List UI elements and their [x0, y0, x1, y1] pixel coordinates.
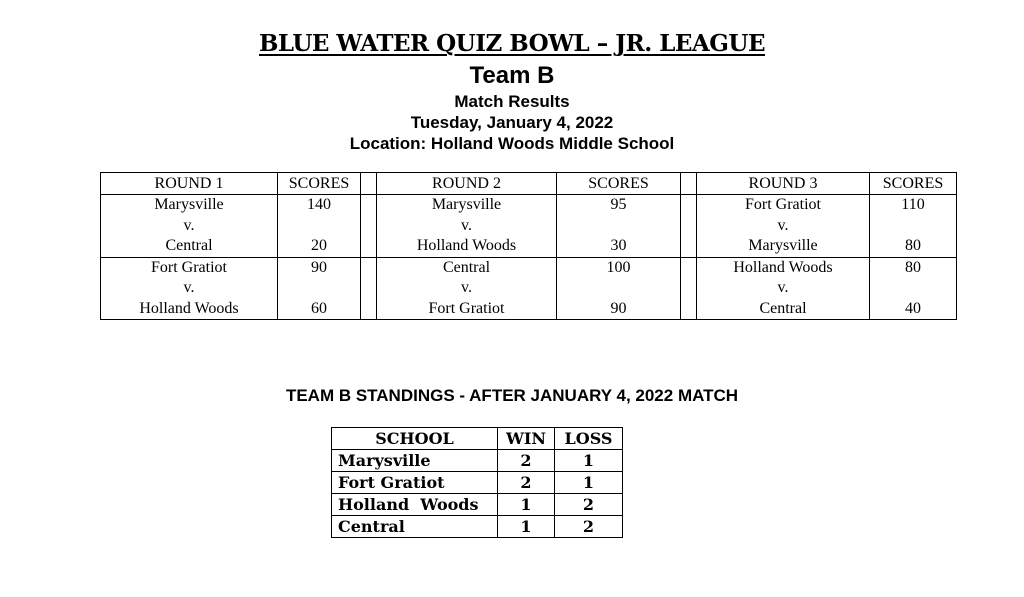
match-teams-cell	[101, 195, 278, 258]
standings-title: TEAM B STANDINGS - AFTER JANUARY 4, 2022 MATCH	[285, 386, 739, 405]
match-scores-cell	[557, 257, 681, 320]
score: 90	[311, 258, 327, 276]
match-scores-cell	[870, 195, 957, 258]
loss-header: LOSS	[555, 428, 623, 450]
team-name: Holland Woods	[733, 258, 833, 276]
results-header-row	[101, 173, 957, 195]
score: 100	[606, 258, 631, 276]
match-teams-cell	[101, 257, 278, 320]
score: 30	[610, 237, 627, 254]
win-count: 2	[498, 450, 555, 472]
standings-table	[331, 427, 623, 538]
versus-label: v.	[461, 279, 472, 296]
match-row	[101, 257, 957, 320]
score: 60	[311, 299, 327, 317]
win-count: 1	[498, 516, 555, 538]
loss-count: 1	[555, 472, 623, 494]
scores-header: SCORES	[557, 173, 681, 195]
team-name: Central	[759, 299, 807, 317]
spacer	[361, 173, 377, 195]
school-name: Holland Woods	[332, 494, 498, 516]
score: 80	[905, 237, 921, 254]
loss-count: 2	[555, 494, 623, 516]
spacer	[681, 195, 697, 258]
round-1-header: ROUND 1	[101, 173, 278, 195]
team-name: Holland Woods	[139, 299, 239, 317]
match-teams-cell	[697, 257, 870, 320]
match-teams-cell	[377, 195, 557, 258]
win-header: WIN	[498, 428, 555, 450]
match-scores-cell	[870, 257, 957, 320]
round-2-header: ROUND 2	[377, 173, 557, 195]
score: 140	[307, 196, 331, 213]
loss-count: 1	[555, 450, 623, 472]
team-name: Holland Woods	[416, 237, 517, 254]
score: 40	[905, 299, 921, 317]
team-name: Central	[442, 258, 491, 276]
team-name: Fort Gratiot	[151, 258, 227, 276]
team-name: Fort Gratiot	[745, 196, 821, 213]
school-name: Marysville	[332, 450, 498, 472]
table-row	[332, 516, 623, 538]
spacer	[361, 195, 377, 258]
match-scores-cell	[278, 195, 361, 258]
versus-label: v.	[777, 279, 789, 296]
team-name: Marysville	[748, 237, 818, 254]
table-row	[332, 494, 623, 516]
versus-label: v.	[461, 216, 472, 234]
subtitle: Match Results	[454, 92, 570, 111]
school-header: SCHOOL	[332, 428, 498, 450]
match-date: Tuesday, January 4, 2022	[410, 113, 614, 132]
match-teams-cell	[697, 195, 870, 258]
league-title: BLUE WATER QUIZ BOWL – JR. LEAGUE	[258, 30, 766, 57]
versus-label: v.	[777, 216, 789, 234]
team-name: Fort Gratiot	[428, 299, 505, 317]
team-name: Team B	[469, 62, 555, 89]
table-row	[332, 472, 623, 494]
score: 80	[905, 258, 921, 276]
versus-label: v.	[183, 279, 195, 296]
school-name: Central	[332, 516, 498, 538]
team-name: Central	[165, 237, 213, 254]
match-results-table	[100, 172, 957, 320]
match-scores-cell	[278, 257, 361, 320]
spacer	[361, 257, 377, 320]
match-scores-cell	[557, 195, 681, 258]
standings-header-row	[332, 428, 623, 450]
spacer	[681, 257, 697, 320]
school-name: Fort Gratiot	[332, 472, 498, 494]
round-3-header: ROUND 3	[697, 173, 870, 195]
match-row	[101, 195, 957, 258]
scores-header: SCORES	[870, 173, 957, 195]
team-name: Marysville	[154, 196, 224, 213]
score: 95	[610, 196, 627, 213]
score: 20	[311, 237, 327, 254]
match-teams-cell	[377, 257, 557, 320]
score: 90	[610, 299, 627, 317]
loss-count: 2	[555, 516, 623, 538]
match-location: Location: Holland Woods Middle School	[349, 134, 675, 153]
versus-label: v.	[183, 216, 195, 234]
scores-header: SCORES	[278, 173, 361, 195]
team-name: Marysville	[431, 196, 502, 213]
win-count: 2	[498, 472, 555, 494]
win-count: 1	[498, 494, 555, 516]
spacer	[681, 173, 697, 195]
score: 110	[901, 196, 925, 213]
table-row	[332, 450, 623, 472]
